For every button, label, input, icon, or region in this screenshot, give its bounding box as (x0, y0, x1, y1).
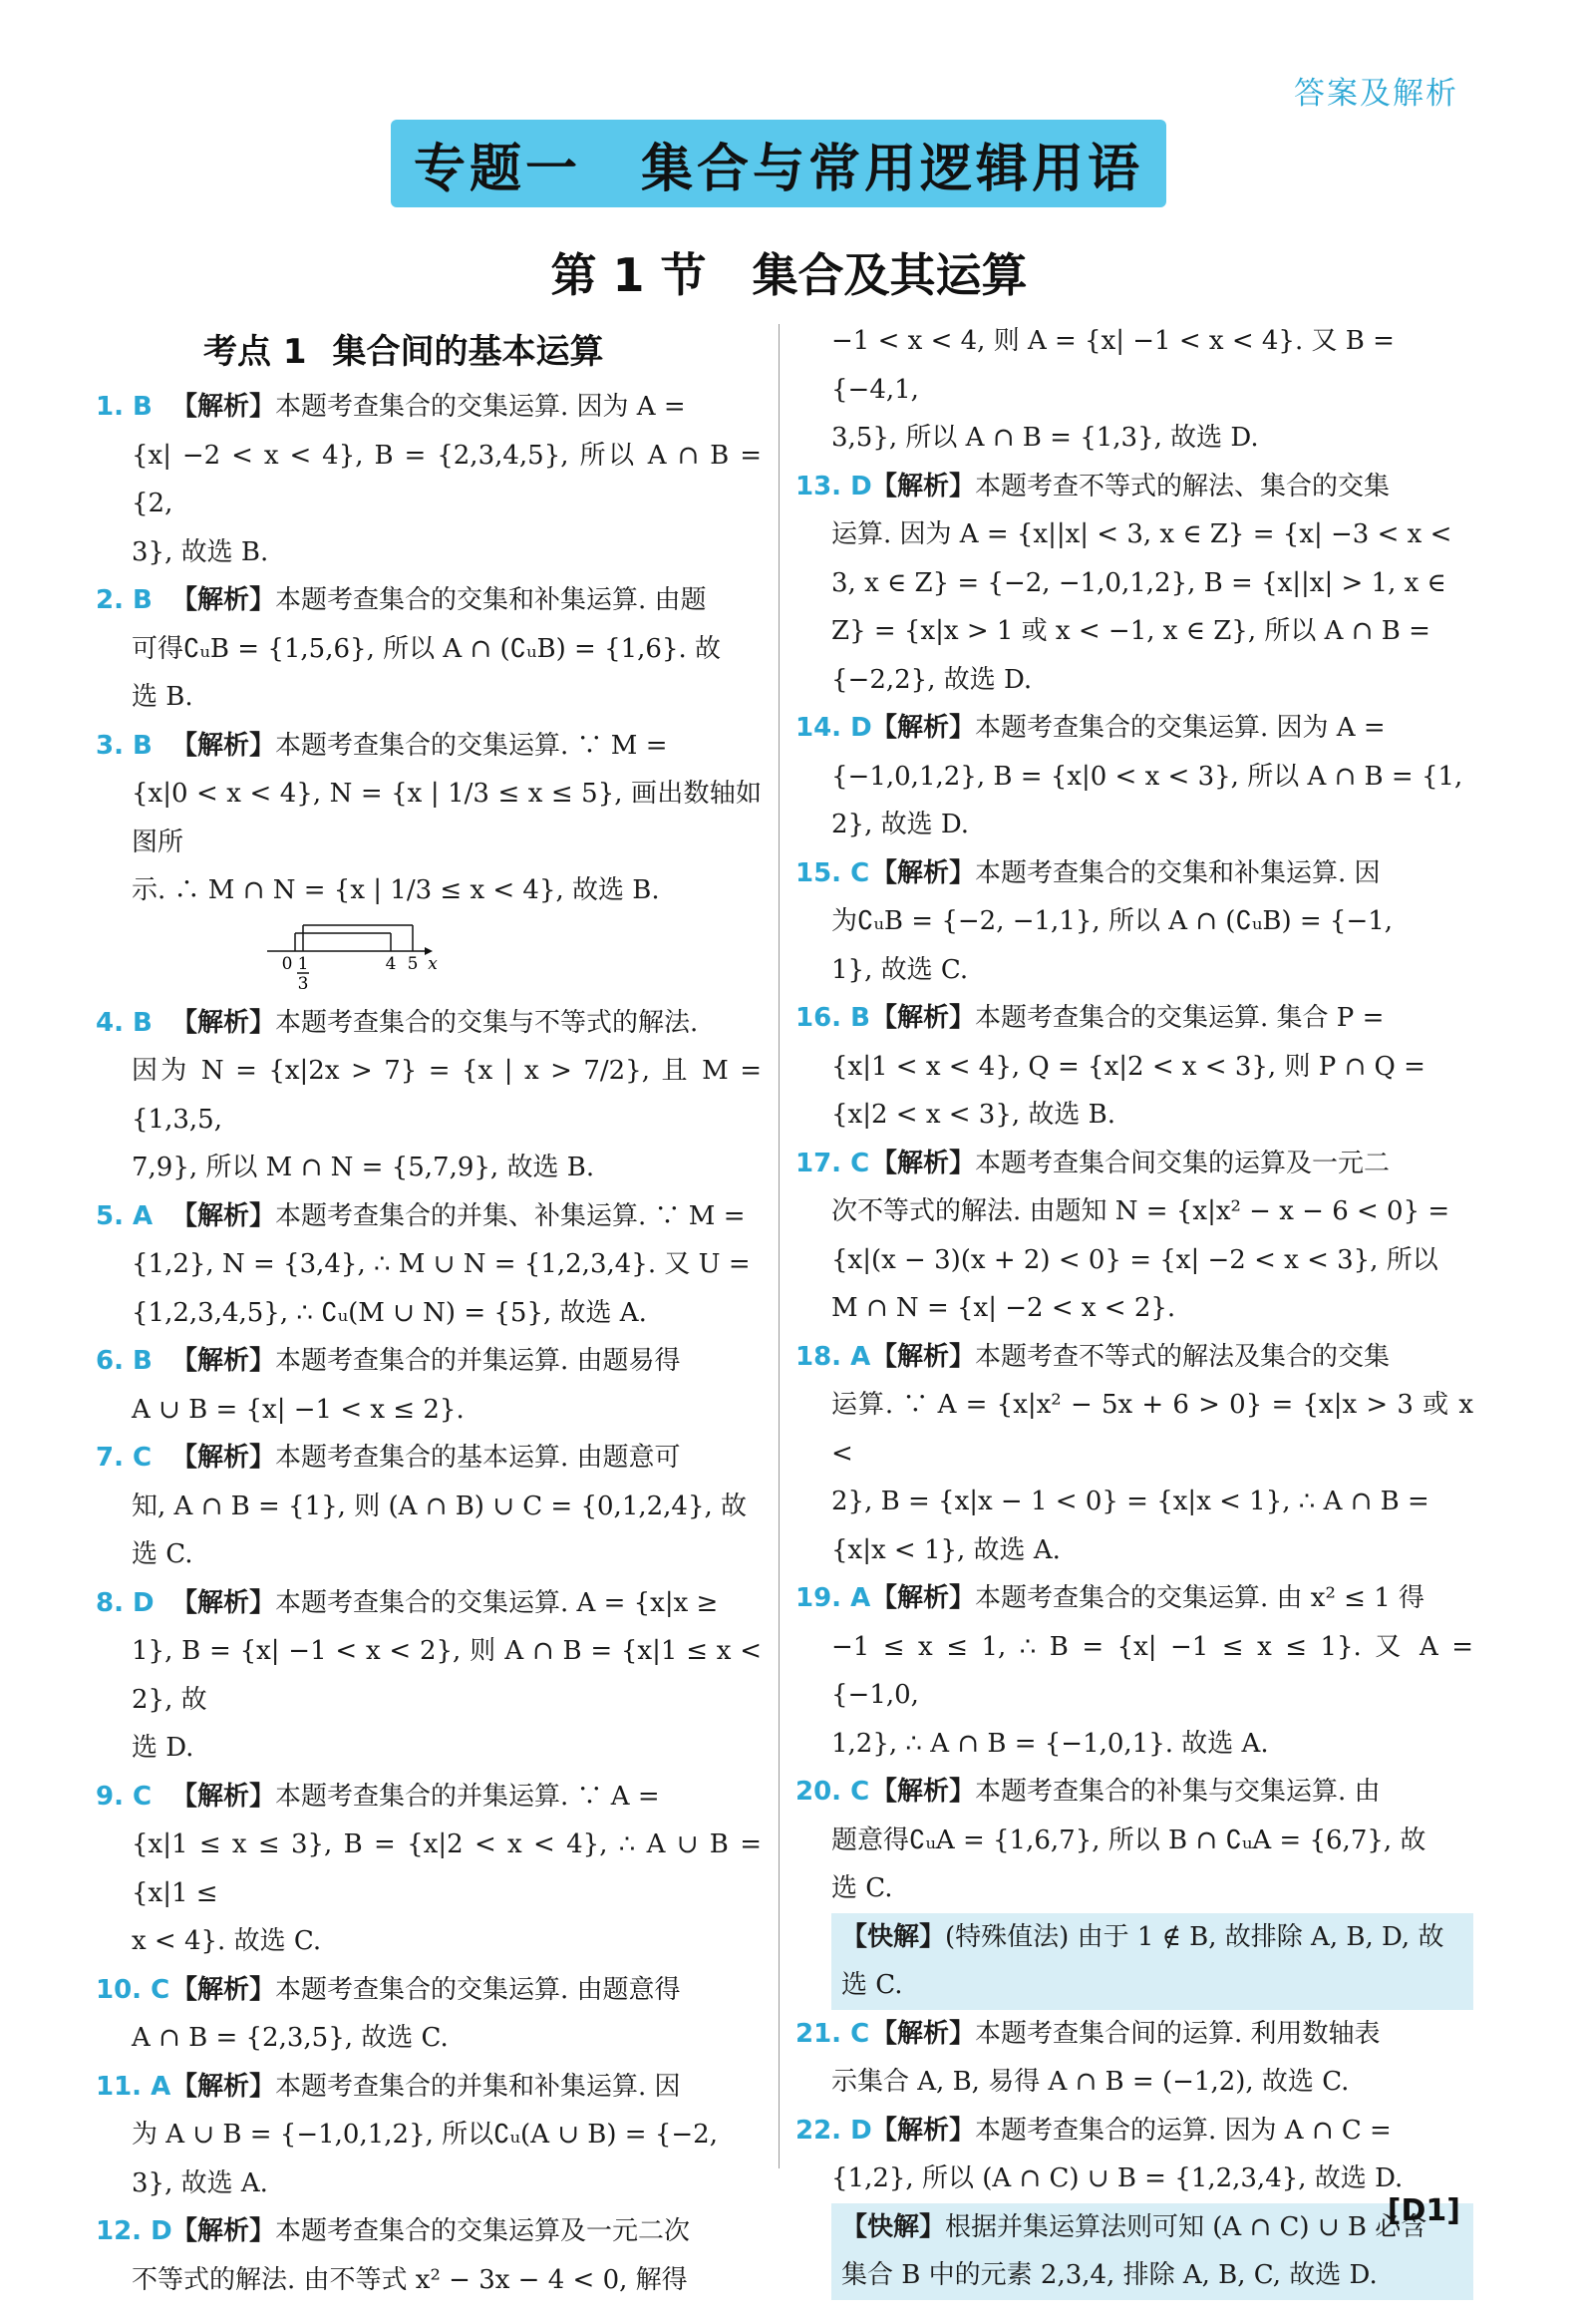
column-divider (779, 324, 780, 2168)
analysis-tag: 【解析】 (871, 1148, 976, 1178)
answer-label: 11. A (96, 2071, 171, 2102)
answer-item (96, 722, 762, 915)
quick-tag: 【快解】 (841, 2211, 946, 2242)
quick-solution-box (831, 2203, 1473, 2300)
answer-item (795, 2107, 1473, 2203)
answer-item (96, 1773, 762, 1966)
section-name: 集合及其运算 (752, 248, 1028, 302)
tick-label: 5 (407, 953, 419, 974)
answer-line: {x|0 < x < 4}, N = {x | 1/3 ≤ x ≤ 5}, 画出数轴如图所 (132, 779, 762, 857)
answer-label: 4. B (96, 1007, 153, 1038)
answer-line: −1 ≤ x ≤ 1, ∴ B = {x| −1 ≤ x ≤ 1}. 又 A = {−1,0, (831, 1631, 1473, 1710)
answer-label: 18. A (795, 1341, 871, 1372)
answer-text: 本题考查集合的交集运算. ∵ M = (275, 730, 668, 761)
tick-label: 4 (385, 953, 397, 974)
answer-line (132, 722, 762, 771)
analysis-tag: 【解析】 (171, 1007, 276, 1038)
answer-line (831, 994, 1473, 1043)
answer-line: 1}, B = {x| −1 < x < 2}, 则 A ∩ B = {x|1 ≤ x < 2}, 故 (132, 1636, 762, 1715)
answer-line (831, 1574, 1473, 1623)
answer-line (831, 704, 1473, 753)
quick-solution-box (831, 1913, 1473, 2010)
answer-line (132, 2207, 762, 2256)
right-answer-list (795, 463, 1473, 1913)
answer-line (132, 1579, 762, 1628)
answer-line: 知, A ∩ B = {1}, 则 (A ∩ B) ∪ C = {0,1,2,4}, 故 (132, 1491, 748, 1521)
answer-line: x < 4}. 故选 C. (132, 1926, 322, 1956)
analysis-tag: 【解析】 (871, 1341, 976, 1372)
answer-line: {x|(x − 3)(x + 2) < 0} = {x| −2 < x < 3}, 所以 (831, 1244, 1438, 1275)
answer-label: 22. D (795, 2115, 872, 2146)
answer-line: 题意得∁ᵤA = {1,6,7}, 所以 B ∩ ∁ᵤA = {6,7}, 故 (831, 1825, 1426, 1855)
answer-text: 本题考查集合的基本运算. 由题意可 (275, 1443, 681, 1473)
answer-line: A ∩ B = {2,3,5}, 故选 C. (132, 2023, 449, 2053)
answer-line: {x| −2 < x < 4}, B = {2,3,4,5}, 所以 A ∩ B = {2, (132, 440, 762, 518)
answer-line (132, 1966, 762, 2015)
answer-line: 运算. 因为 A = {x||x| < 3, x ∈ Z} = {x| −3 < x < (831, 519, 1452, 549)
analysis-tag: 【解析】 (171, 2071, 276, 2102)
answer-line: 选 C. (132, 1539, 193, 1569)
answer-item (795, 1768, 1473, 1913)
answer-line (132, 1434, 762, 1483)
answer-label: 14. D (795, 713, 872, 743)
answer-label: 10. C (96, 1974, 170, 2005)
quick-text: 根据并集运算法则可知 (A ∩ C) ∪ B 必含 (945, 2211, 1427, 2242)
answer-label: 6. B (96, 1346, 153, 1376)
answer-line: {x|2 < x < 3}, 故选 B. (831, 1100, 1116, 1130)
chapter-title: 集合与常用逻辑用语 (641, 139, 1144, 199)
answer-item (795, 463, 1473, 705)
answer-text: 本题考查集合间的运算. 利用数轴表 (975, 2018, 1381, 2049)
answer-line: 7,9}, 所以 M ∩ N = {5,7,9}, 故选 B. (132, 1153, 595, 1182)
answer-label: 17. C (795, 1148, 870, 1178)
answer-line (831, 849, 1473, 898)
quick-line (841, 1913, 1463, 1962)
answer-line: 选 D. (132, 1733, 194, 1763)
header-tag: 答案及解析 (1294, 76, 1458, 112)
answer-item (795, 1140, 1473, 1333)
analysis-tag: 【解析】 (171, 2216, 276, 2246)
answer-line: −1 < x < 4, 则 A = {x| −1 < x < 4}. 又 B = {−4,1, (831, 326, 1395, 405)
answer-item (96, 2063, 762, 2208)
answer-text: 本题考查集合的交集运算. 因为 A = (975, 713, 1386, 743)
tick-label: x (428, 953, 438, 974)
answer-line: 1}, 故选 C. (831, 954, 969, 985)
continued-answer (795, 317, 1473, 463)
answer-line: 为∁ᵤB = {−2, −1,1}, 所以 A ∩ (∁ᵤB) = {−1, (831, 906, 1394, 936)
answer-label: 9. C (96, 1781, 153, 1812)
analysis-tag: 【解析】 (171, 1781, 276, 1812)
analysis-tag: 【解析】 (171, 1346, 276, 1376)
answer-item (96, 999, 762, 1192)
answer-line: {−1,0,1,2}, B = {x|0 < x < 3}, 所以 A ∩ B = {1, (831, 761, 1463, 792)
answer-line: M ∩ N = {x| −2 < x < 2}. (831, 1293, 1176, 1323)
answer-line: 为 A ∪ B = {−1,0,1,2}, 所以∁ᵤ(A ∪ B) = {−2, (132, 2120, 718, 2150)
analysis-tag: 【解析】 (171, 585, 276, 615)
answer-text: 本题考查集合的并集、补集运算. ∵ M = (275, 1200, 746, 1231)
answer-item (96, 1579, 762, 1773)
answer-text: 本题考查集合的并集运算. ∵ A = (275, 1781, 660, 1812)
answer-item (96, 1966, 762, 2063)
quick-line (841, 2203, 1463, 2252)
answer-text: 本题考查集合间交集的运算及一元二 (975, 1148, 1391, 1178)
answer-line (831, 463, 1473, 511)
analysis-tag: 【解析】 (871, 857, 976, 888)
left-answer-list (96, 383, 762, 2304)
right-answer-list-2 (795, 2010, 1473, 2203)
analysis-tag: 【解析】 (871, 713, 976, 743)
answer-line (132, 999, 762, 1048)
answer-line: 因为 N = {x|2x > 7} = {x | x > 7/2}, 且 M = {1,3,5, (132, 1056, 762, 1135)
answer-line: {x|1 < x < 4}, Q = {x|2 < x < 3}, 则 P ∩ Q = (831, 1051, 1425, 1082)
left-column (96, 324, 762, 2304)
answer-label: 21. C (795, 2018, 870, 2049)
answer-line: {x|x < 1}, 故选 A. (831, 1534, 1061, 1565)
page-number: [D1] (1387, 2193, 1460, 2228)
answer-text: 本题考查集合的运算. 因为 A ∩ C = (975, 2115, 1392, 2146)
answer-line: 3}, 故选 A. (132, 2167, 268, 2198)
answer-line: 1,2}, ∴ A ∩ B = {−1,0,1}. 故选 A. (831, 1728, 1269, 1759)
answer-line (831, 1333, 1473, 1382)
answer-label: 20. C (795, 1777, 870, 1807)
answer-text: 本题考查集合的补集与交集运算. 由 (975, 1777, 1381, 1807)
answer-line (132, 383, 762, 432)
answer-text: 本题考查集合的交集运算. 由 x² ≤ 1 得 (975, 1583, 1425, 1613)
section-title (0, 239, 1578, 305)
answer-item (795, 994, 1473, 1140)
answer-item (96, 1434, 762, 1579)
answer-label: 2. B (96, 585, 153, 615)
answer-label: 13. D (795, 471, 872, 501)
answer-item (96, 1337, 762, 1434)
answer-line: 示. ∴ M ∩ N = {x | 1/3 ≤ x < 4}, 故选 B. (132, 875, 660, 905)
answer-line: Z} = {x|x > 1 或 x < −1, x ∈ Z}, 所以 A ∩ B = (831, 616, 1430, 646)
answer-line: 选 B. (132, 682, 193, 712)
right-column (795, 317, 1473, 2300)
analysis-tag: 【解析】 (871, 1777, 976, 1807)
answer-line (132, 576, 762, 625)
analysis-tag: 【解析】 (171, 1587, 276, 1618)
tick-label: 1 (297, 953, 309, 974)
answer-line: {x|1 ≤ x ≤ 3}, B = {x|2 < x < 4}, ∴ A ∪ B = {x|1 ≤ (132, 1829, 762, 1908)
analysis-tag: 【解析】 (871, 2018, 976, 2049)
answer-item (795, 1574, 1473, 1768)
answer-text: 本题考查不等式的解法及集合的交集 (975, 1341, 1391, 1372)
answer-text: 本题考查集合的交集运算及一元二次 (275, 2216, 691, 2246)
answer-item (96, 576, 762, 722)
quick-text: (特殊值法) 由于 1 ∉ B, 故排除 A, B, D, 故 (945, 1921, 1444, 1952)
answer-line: {1,2}, N = {3,4}, ∴ M ∪ N = {1,2,3,4}. 又 U = (132, 1249, 751, 1279)
answer-item (795, 704, 1473, 849)
answer-line (831, 1140, 1473, 1188)
answer-text: 本题考查集合的交集运算. 因为 A = (275, 392, 686, 422)
answer-line: 可得∁ᵤB = {1,5,6}, 所以 A ∩ (∁ᵤB) = {1,6}. 故 (132, 633, 722, 664)
answer-line (132, 1773, 762, 1822)
number-line-figure (265, 921, 465, 991)
answer-line: 不等式的解法. 由不等式 x² − 3x − 4 < 0, 解得 (132, 2264, 688, 2295)
answer-text: 本题考查集合的交集和补集运算. 由题 (275, 585, 707, 615)
answer-line: 3,5}, 所以 A ∩ B = {1,3}, 故选 D. (831, 423, 1259, 453)
answer-label: 19. A (795, 1583, 871, 1613)
kaodian-name: 集合间的基本运算 (332, 332, 604, 372)
answer-item (795, 2010, 1473, 2107)
answer-line: 2}, B = {x|x − 1 < 0} = {x|x < 1}, ∴ A ∩ B = (831, 1487, 1429, 1516)
kaodian-title (203, 324, 762, 373)
answer-text: 本题考查集合的并集运算. 由题易得 (275, 1346, 681, 1376)
answer-item (96, 1192, 762, 1338)
answer-line (132, 1337, 762, 1386)
answer-line: 运算. ∵ A = {x|x² − 5x + 6 > 0} = {x|x > 3 或 x < (831, 1390, 1473, 1469)
analysis-tag: 【解析】 (171, 1974, 276, 2005)
answer-label: 15. C (795, 857, 870, 888)
answer-label: 16. B (795, 1003, 870, 1033)
answer-label: 7. C (96, 1443, 153, 1473)
answer-text: 本题考查集合的交集与不等式的解法. (275, 1007, 699, 1038)
tick-label: 0 (281, 953, 293, 974)
answer-item (795, 1333, 1473, 1575)
answer-line (831, 2107, 1473, 2156)
answer-line: {−2,2}, 故选 D. (831, 664, 1033, 695)
answer-line: 3, x ∈ Z} = {−2, −1,0,1,2}, B = {x||x| > 1, x ∈ (831, 567, 1446, 598)
tick-label: 3 (297, 973, 309, 991)
answer-line (831, 2010, 1473, 2059)
answer-text: 本题考查不等式的解法、集合的交集 (975, 471, 1391, 501)
analysis-tag: 【解析】 (171, 1200, 276, 1231)
answer-item (795, 849, 1473, 995)
answer-line (831, 1768, 1473, 1817)
answer-label: 8. D (96, 1587, 155, 1618)
answer-line: A ∪ B = {x| −1 < x ≤ 2}. (132, 1394, 465, 1425)
answer-text: 本题考查集合的交集运算. A = {x|x ≥ (275, 1587, 719, 1618)
answer-text: 本题考查集合的交集和补集运算. 因 (975, 857, 1381, 888)
answer-text: 本题考查集合的交集运算. 集合 P = (975, 1003, 1385, 1033)
analysis-tag: 【解析】 (171, 730, 276, 761)
answer-text: 本题考查集合的并集和补集运算. 因 (275, 2071, 681, 2102)
answer-label: 3. B (96, 730, 153, 761)
answer-line (132, 1192, 762, 1241)
analysis-tag: 【解析】 (171, 1443, 276, 1473)
answer-line: {1,2}, 所以 (A ∩ C) ∪ B = {1,2,3,4}, 故选 D. (831, 2163, 1404, 2193)
analysis-tag: 【解析】 (871, 471, 976, 501)
answer-line: 3}, 故选 B. (132, 536, 269, 567)
answer-line: 示集合 A, B, 易得 A ∩ B = (−1,2), 故选 C. (831, 2067, 1350, 2097)
answer-label: 5. A (96, 1200, 154, 1231)
analysis-tag: 【解析】 (871, 2115, 976, 2146)
answer-line: 次不等式的解法. 由题知 N = {x|x² − x − 6 < 0} = (831, 1196, 1450, 1226)
analysis-tag: 【解析】 (871, 1003, 976, 1033)
answer-line: {1,2,3,4,5}, ∴ ∁ᵤ(M ∪ N) = {5}, 故选 A. (132, 1297, 647, 1328)
quick-line: 选 C. (841, 1970, 903, 2000)
answer-line: 选 C. (831, 1873, 893, 1903)
chapter-number: 专题一 (413, 139, 581, 199)
answer-text: 本题考查集合的交集运算. 由题意得 (275, 1974, 681, 2005)
answer-line: 2}, 故选 D. (831, 810, 970, 839)
analysis-tag: 【解析】 (171, 392, 276, 422)
quick-line: 集合 B 中的元素 2,3,4, 排除 A, B, C, 故选 D. (841, 2260, 1378, 2290)
kaodian-number: 考点 1 (203, 332, 307, 372)
quick-tag: 【快解】 (841, 1921, 946, 1952)
analysis-tag: 【解析】 (871, 1583, 976, 1613)
chapter-banner (391, 120, 1166, 207)
answer-label: 12. D (96, 2216, 172, 2246)
answer-item (96, 383, 762, 576)
answer-line (132, 2063, 762, 2112)
section-number: 第 1 节 (550, 248, 707, 302)
answer-label: 1. B (96, 392, 153, 422)
answer-item (96, 2207, 762, 2304)
